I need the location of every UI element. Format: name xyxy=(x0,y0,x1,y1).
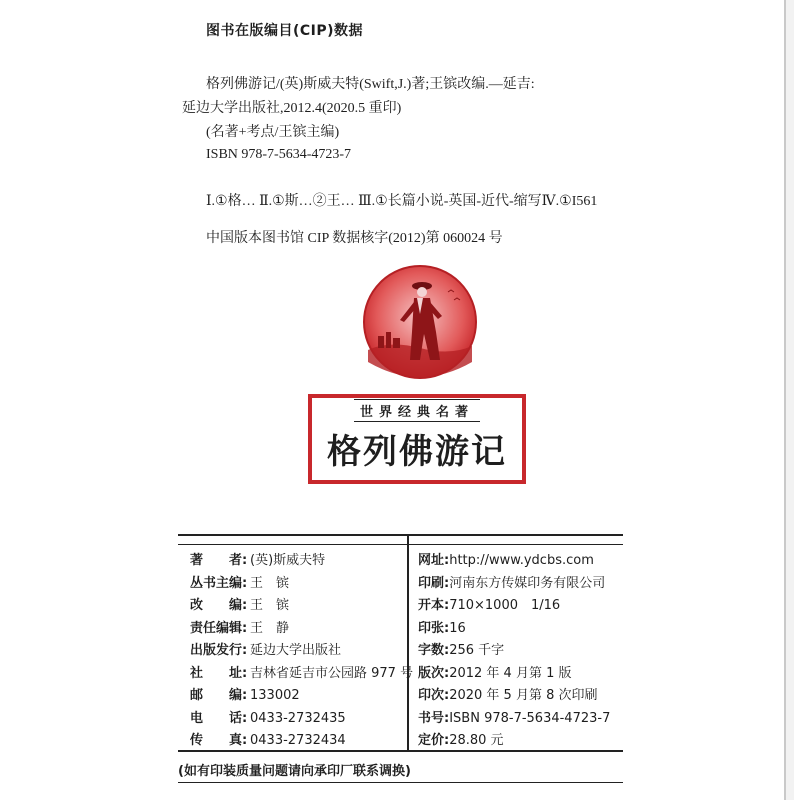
title-panel xyxy=(308,394,526,484)
info-row: 定价:28.80 元 xyxy=(418,733,504,748)
info-top-rule xyxy=(178,544,623,545)
book-title: 格列佛游记 xyxy=(327,432,507,472)
info-row: 电 话: 0433-2732435 xyxy=(190,710,346,726)
info-row: 邮 编: 133002 xyxy=(190,688,300,703)
cip-line-1: 格列佛游记/(英)斯威夫特(Swift,J.)著;王镔改编.—延吉: xyxy=(206,77,535,92)
info-row: 字数:256 千字 xyxy=(418,643,505,658)
info-row: 出版发行: 延边大学出版社 xyxy=(190,643,342,658)
footer-rule xyxy=(178,782,623,783)
cip-record-number: 中国版本图书馆 CIP 数据核字(2012)第 060024 号 xyxy=(206,231,503,246)
page-edge xyxy=(784,0,786,800)
series-bar xyxy=(312,398,522,422)
info-left-column xyxy=(190,550,413,753)
info-row: 印张:16 xyxy=(418,620,466,636)
cip-line-2: 延边大学出版社,2012.4(2020.5 重印) xyxy=(182,101,402,116)
info-right-column xyxy=(418,550,610,753)
gulliver-emblem-icon xyxy=(360,262,480,382)
info-row: 书号:ISBN 978-7-5634-4723-7 xyxy=(418,710,611,726)
page-edge-shadow xyxy=(786,0,794,800)
info-row: 丛书主编: 王 镔 xyxy=(190,575,290,591)
info-row: 传 真: 0433-2732434 xyxy=(190,733,346,748)
cip-classification: Ⅰ.①格… Ⅱ.①斯…②王… Ⅲ.①长篇小说-英国-近代-缩写Ⅳ.①I561 xyxy=(206,194,598,209)
info-row: 印次:2020 年 5 月第 8 次印刷 xyxy=(418,688,598,703)
cip-line-3: (名著+考点/王镔主编) xyxy=(206,125,340,140)
info-row: 网址:http://www.ydcbs.com xyxy=(418,553,594,568)
publication-info-table xyxy=(178,534,623,752)
series-name: 世界经典名著 xyxy=(354,399,480,422)
info-row: 著 者: (英)斯威夫特 xyxy=(190,553,326,568)
cip-isbn: ISBN 978-7-5634-4723-7 xyxy=(206,147,352,162)
info-row: 开本:710×1000 1/16 xyxy=(418,598,561,613)
quality-notice: (如有印装质量问题请向承印厂联系调换) xyxy=(178,764,411,779)
info-row: 责任编辑: 王 静 xyxy=(190,620,290,636)
cip-heading: 图书在版编目(CIP)数据 xyxy=(206,23,364,39)
info-row: 版次:2012 年 4 月第 1 版 xyxy=(418,665,572,681)
info-row: 改 编: 王 镔 xyxy=(190,598,290,613)
info-row: 社 址: 吉林省延吉市公园路 977 号 xyxy=(190,665,414,681)
info-row: 印刷:河南东方传媒印务有限公司 xyxy=(418,575,606,591)
